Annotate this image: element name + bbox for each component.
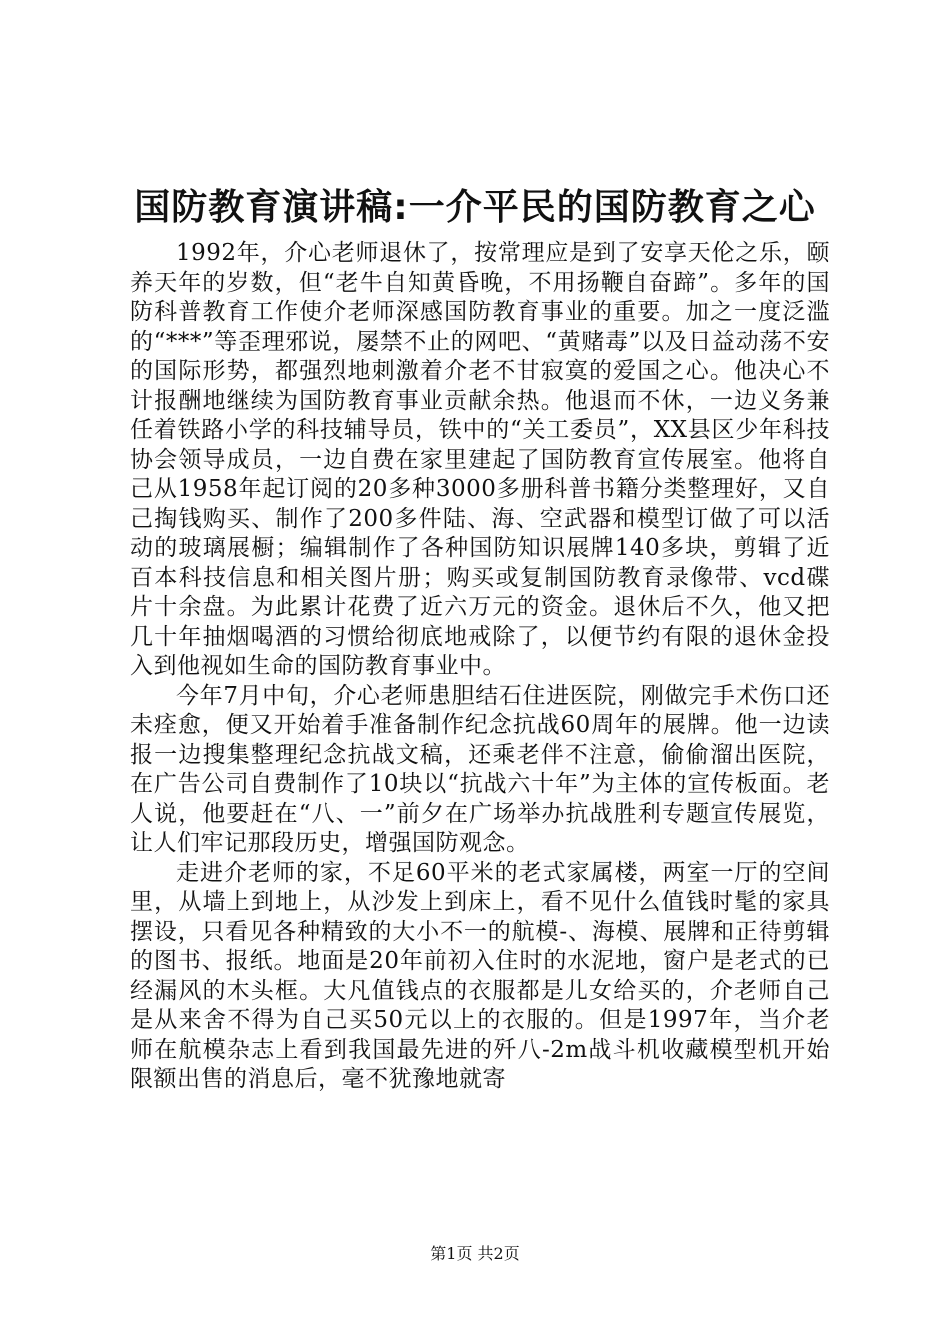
page-number-footer: 第1页 共2页 [430, 1244, 520, 1263]
document-title: 国防教育演讲稿:一介平民的国防教育之心 [134, 187, 816, 228]
document-body [130, 239, 830, 1095]
paragraph-3: 走进介老师的家，不足60平米的老式家属楼，两室一厅的空间里，从墙上到地上，从沙发上到床上，看不见什么值钱时髦的家具摆设，只看见各种精致的大小不一的航模-、海模、展牌和正待剪辑的图书、报纸。地面是20年前初入住时的水泥地，窗户是老式的已经漏风的木头框。大凡值钱点的衣服都是儿女给买的，介老师自己是从来舍不得为自己买50元以上的衣服的。但是1997年，当介老师在航模杂志上看到我国最先进的歼八-2m战斗机收藏模型机开始限额出售的消息后，毫不犹豫地就寄 [130, 859, 830, 1092]
paragraph-1: 1992年，介心老师退休了，按常理应是到了安享天伦之乐，颐养天年的岁数，但“老牛自知黄昏晚，不用扬鞭自奋蹄”。多年的国防科普教育工作使介老师深感国防教育事业的重要。加之一度泛滥的“***”等歪理邪说，屡禁不止的网吧、“黄赌毒”以及日益动荡不安的国际形势，都强烈地刺激着介老不甘寂寞的爱国之心。他决心不计报酬地继续为国防教育事业贡献余热。他退而不休，一边义务兼任着铁路小学的科技辅导员，铁中的“关工委员”，XX县区少年科技协会领导成员，一边自费在家里建起了国防教育宣传展室。他将自己从1958年起订阅的20多种3000多册科普书籍分类整理好，又自己掏钱购买、制作了200多件陆、海、空武器和模型订做了可以活动的玻璃展橱；编辑制作了各种国防知识展牌140多块，剪辑了近百本科技信息和相关图片册；购买或复制国防教育录像带、vcd碟片十余盘。为此累计花费了近六万元的资金。退休后不久，他又把几十年抽烟喝酒的习惯给彻底地戒除了，以便节约有限的退休金投入到他视如生命的国防教育事业中。 [130, 240, 830, 679]
paragraph-2: 今年7月中旬，介心老师患胆结石住进医院，刚做完手术伤口还未痊愈，便又开始着手准备制作纪念抗战60周年的展牌。他一边读报一边搜集整理纪念抗战文稿，还乘老伴不注意，偷偷溜出医院，在广告公司自费制作了10块以“抗战六十年”为主体的宣传板面。老人说，他要赶在“八、一”前夕在广场举办抗战胜利专题宣传展览，让人们牢记那段历史，增强国防观念。 [130, 682, 830, 856]
